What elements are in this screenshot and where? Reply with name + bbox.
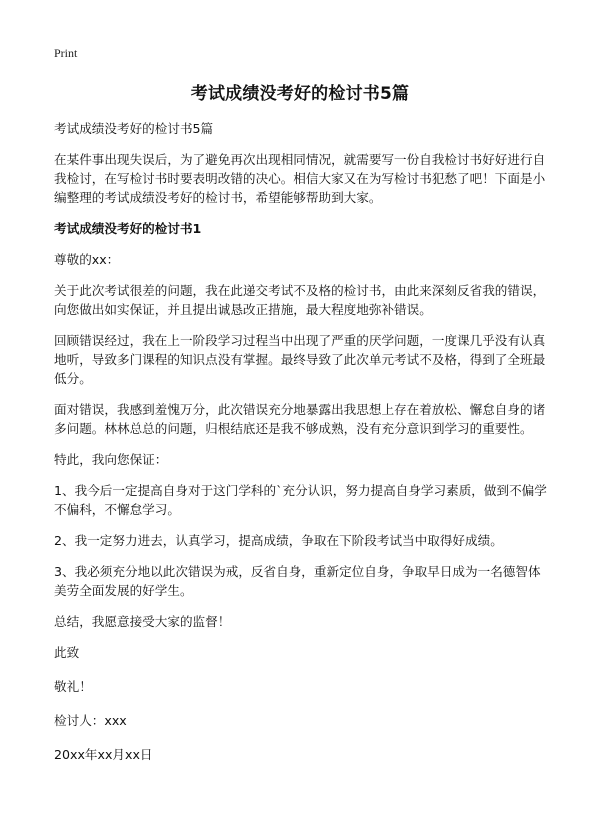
promise-item-2: 2、我一定努力进去，认真学习，提高成绩，争取在下阶段考试当中取得好成绩。 — [54, 533, 503, 548]
body-paragraph-2: 回顾错误经过，我在上一阶段学习过程当中出现了严重的厌学问题，一度课几乎没有认真地听，导致多门课程的知识点没有掌握。最终导致了此次单元考试不及格，得到了全班最低分。 — [54, 333, 546, 386]
document-body — [54, 119, 548, 776]
signer-line: 检讨人：xxx — [54, 713, 127, 728]
promise-item-3: 3、我必须充分地以此次错误为戒，反省自身，重新定位自身，争取早日成为一名德智体美劳全面发展的好学生。 — [54, 564, 541, 598]
salutation: 尊敬的xx： — [54, 252, 120, 267]
body-paragraph-4: 特此，我向您保证： — [54, 452, 168, 467]
summary-paragraph: 总结，我愿意接受大家的监督！ — [54, 614, 231, 629]
section-heading: 考试成绩没考好的检讨书1 — [54, 221, 202, 236]
date-line: 20xx年xx月xx日 — [54, 747, 153, 762]
intro-paragraph: 在某件事出现失误后，为了避免再次出现相同情况，就需要写一份自我检讨书好好进行自我检讨，在写检讨书时要表明改错的决心。相信大家又在为写检讨书犯愁了吧！下面是小编整理的考试成绩没考好的检讨书，希望能够帮助到大家。 — [54, 152, 546, 205]
page-title: 考试成绩没考好的检讨书5篇 — [190, 84, 410, 104]
body-paragraph-3: 面对错误，我感到羞愧万分，此次错误充分地暴露出我思想上存在着放松、懈怠自身的诸多问题。林林总总的问题，归根结底还是我不够成熟，没有充分意识到学习的重要性。 — [54, 402, 546, 436]
print-link[interactable]: Print — [54, 46, 78, 60]
closing-line-2: 敬礼！ — [54, 679, 92, 694]
closing-line-1: 此致 — [54, 645, 80, 660]
document-subtitle: 考试成绩没考好的检讨书5篇 — [54, 121, 214, 136]
promise-item-1: 1、我今后一定提高自身对于这门学科的`充分认识，努力提高自身学习素质，做到不偏学不偏科，不懈怠学习。 — [54, 483, 547, 517]
body-paragraph-1: 关于此次考试很差的问题，我在此递交考试不及格的检讨书，由此来深刻反省我的错误，向您做出如实保证，并且提出诚恳改正措施，最大程度地弥补错误。 — [54, 283, 546, 317]
